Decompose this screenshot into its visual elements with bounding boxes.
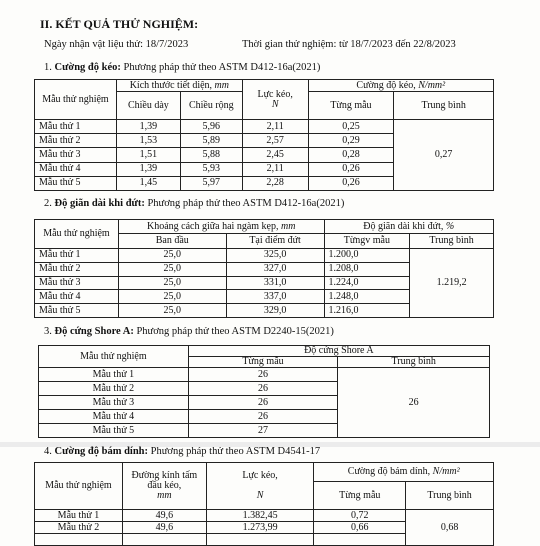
table-row: Mẫu thử 4 26	[39, 410, 490, 424]
table-row: Mẫu thử 1 49,6 1.382,45 0,72 0,68	[35, 510, 494, 522]
header-average: Trung bình	[394, 92, 494, 120]
header-force: Lực kéo, N	[206, 463, 314, 510]
header-grip-distance: Khoảng cách giữa hai ngàm kẹp, mm	[118, 220, 324, 234]
section-4-title: 4. Cường độ bám dính: Phương pháp thử theo ASTM D4541-17	[44, 446, 321, 457]
header-sample: Mẫu thử nghiệm	[35, 220, 119, 249]
shore-hardness-table	[38, 345, 490, 438]
average-value: 26	[338, 368, 490, 438]
test-period: Thời gian thử nghiệm: từ 18/7/2023 đến 22/8/2023	[242, 39, 456, 50]
header-average: Trung bình	[338, 357, 490, 368]
receive-date: Ngày nhận vật liệu thử: 18/7/2023	[44, 39, 189, 50]
header-adhesion: Cường độ bám dính, N/mm²	[314, 463, 494, 482]
table-row: Mẫu thử 2 1,53 5,89 2,57 0,29	[35, 134, 494, 148]
table-row: Mẫu thử 1 26 26	[39, 368, 490, 382]
header-dimensions: Kích thước tiết diện, mm	[116, 80, 242, 92]
average-value: 1.219,2	[410, 249, 494, 318]
header-force: Lực kéo, N	[242, 80, 308, 120]
header-thickness: Chiều dày	[116, 92, 180, 120]
table-row: Mẫu thử 3 25,0 331,0 1.224,0	[35, 276, 494, 290]
average-value: 0,27	[394, 120, 494, 191]
elongation-table	[34, 219, 494, 318]
header-width: Chiều rộng	[180, 92, 242, 120]
header-initial: Ban đầu	[118, 234, 226, 249]
table-row: Mẫu thử 4 1,39 5,93 2,11 0,26	[35, 162, 494, 176]
table-row: Mẫu thử 5 25,0 329,0 1.216,0	[35, 304, 494, 318]
table-row: Mẫu thử 2 26	[39, 382, 490, 396]
section-2-title: 2. Độ giãn dài khi đứt: Phương pháp thử theo ASTM D412-16a(2021)	[44, 198, 345, 209]
table-row: Mẫu thử 3 1,51 5,88 2,45 0,28	[35, 148, 494, 162]
table-row: Mẫu thử 1 25,0 325,0 1.200,0 1.219,2	[35, 249, 494, 263]
table-row: Mẫu thử 1 1,39 5,96 2,11 0,25 0,27	[35, 120, 494, 134]
header-diameter: Đường kính tấm đầu kéo, mm	[122, 463, 206, 510]
header-average: Trung bình	[410, 234, 494, 249]
header-each: Từng mẫu	[314, 482, 406, 510]
header-hardness: Độ cứng Shore A	[188, 346, 489, 357]
table-row: Mẫu thử 2 25,0 327,0 1.208,0	[35, 262, 494, 276]
tensile-strength-table	[34, 79, 494, 191]
header-each: Từngv mẫu	[324, 234, 410, 249]
header-each: Từng mẫu	[188, 357, 338, 368]
results-heading: II. KẾT QUẢ THỬ NGHIỆM:	[40, 17, 199, 31]
header-elongation: Độ giãn dài khi đứt, %	[324, 220, 494, 234]
header-sample: Mẫu thử nghiệm	[35, 463, 123, 510]
table-row: Mẫu thử 4 25,0 337,0 1.248,0	[35, 290, 494, 304]
table-row: Mẫu thử 5 27	[39, 424, 490, 438]
header-average: Trung bình	[406, 482, 494, 510]
header-sample: Mẫu thử nghiệm	[35, 80, 117, 120]
section-1-title: 1. Cường độ kéo: Phương pháp thử theo ASTM D412-16a(2021)	[44, 62, 321, 73]
adhesion-strength-table	[34, 462, 494, 546]
header-sample: Mẫu thử nghiệm	[39, 346, 189, 368]
header-strength: Cường độ kéo, N/mm²	[308, 80, 493, 92]
table-row: Mẫu thử 3 26	[39, 396, 490, 410]
table-row: Mẫu thử 2 49,6 1.273,99 0,66	[35, 522, 494, 534]
table-row: Mẫu thử 5 1,45 5,97 2,28 0,26	[35, 176, 494, 190]
header-at-break: Tại điểm đứt	[226, 234, 324, 249]
average-value: 0,68	[406, 510, 494, 546]
section-3-title: 3. Độ cứng Shore A: Phương pháp thử theo ASTM D2240-15(2021)	[44, 326, 334, 337]
header-each: Từng mẫu	[308, 92, 394, 120]
